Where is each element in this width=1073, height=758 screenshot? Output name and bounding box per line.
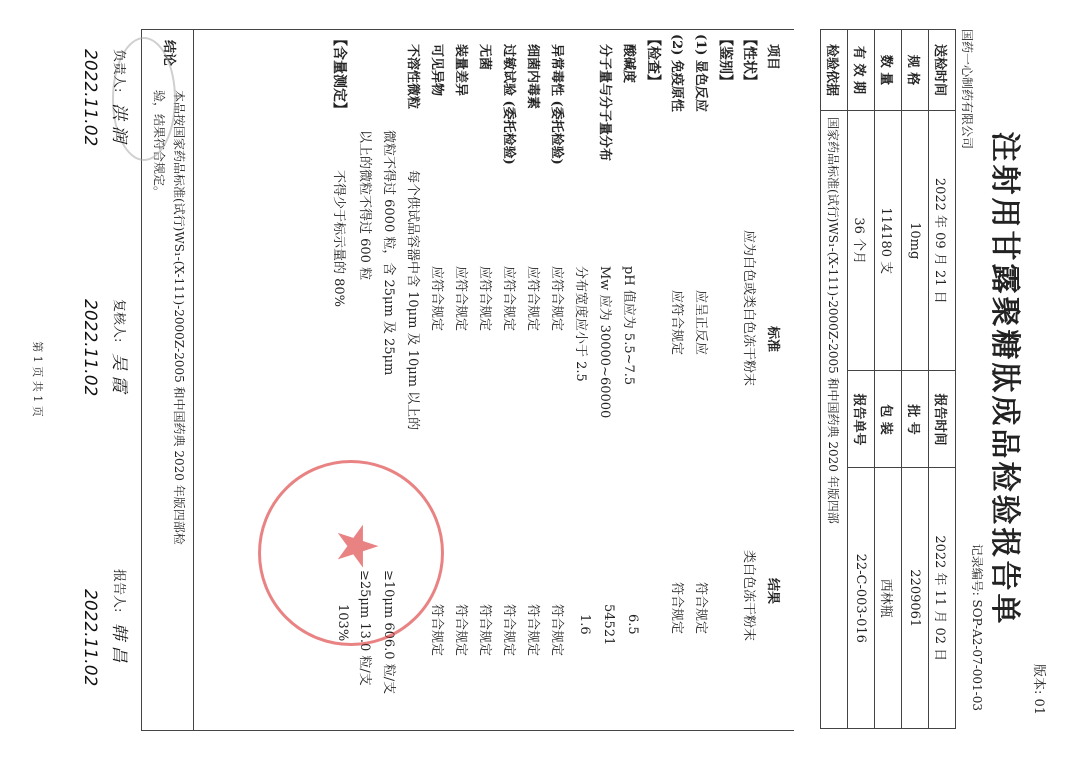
ph-item: 酸碱度 <box>621 44 636 84</box>
content-standard: 不得少于标示量的 80% <box>331 170 346 308</box>
reporter-label: 报告人: <box>111 569 126 613</box>
section-identify: 【鉴别】 <box>717 32 733 88</box>
toxic-item: 异常毒性 (委托检验) <box>549 44 564 165</box>
send-date: 2022 年 09 月 21 日 <box>929 111 956 371</box>
load-standard: 应符合规定 <box>453 266 468 332</box>
mw-item: 分子量与分子量分布 <box>597 44 612 162</box>
info-table <box>820 29 956 729</box>
report-title: 注射用甘露聚糖肽成品检验报告单 <box>987 131 1022 627</box>
version-label: 版本: 01 <box>1031 663 1046 715</box>
ph-result: 6.5 <box>625 614 640 635</box>
endotoxin-item: 细菌内毒素 <box>525 44 540 110</box>
responsible-signature: 洪 润 <box>109 103 129 143</box>
basis-value: 国家药品标准(试行)WS₁-(X-111)-2000Z-2005 和中国药典 2020 年版四部 <box>821 111 848 729</box>
mw-result-2: 1.6 <box>577 614 592 635</box>
section-check: 【检查】 <box>645 32 661 88</box>
report-no-value: 22-C-003-016 <box>848 468 875 729</box>
color-item: (1) 显色反应 <box>693 34 708 112</box>
results-area <box>193 29 794 731</box>
insoluble-result-1: ≥10μm 606.0 粒/支 <box>381 570 396 695</box>
header-standard: 标准 <box>765 326 780 353</box>
header-item: 项目 <box>765 44 780 71</box>
validity-label: 有 效 期 <box>848 30 875 111</box>
reporter-date: 2022.11.02 <box>80 589 100 687</box>
report-no-label: 报告单号 <box>848 371 875 468</box>
seal-star-icon: ★ <box>324 521 389 572</box>
visible-result: 符合规定 <box>429 604 444 657</box>
sterile-standard: 应符合规定 <box>477 266 492 332</box>
mw-standard-2: 分布宽度应小于 2.5 <box>573 266 588 382</box>
package-label: 包 装 <box>875 371 902 468</box>
allergy-result: 符合规定 <box>501 604 516 657</box>
section-content: 【含量测定】 <box>331 32 347 116</box>
conclusion-text-1: 本品按国家药品标准(试行)WS₁-(X-111)-2000Z-2005 和中国药典 2020 年版四部检 <box>172 90 186 545</box>
load-item: 装量差异 <box>453 44 468 97</box>
allergy-standard: 应符合规定 <box>501 266 516 332</box>
section-traits: 【性状】 <box>741 32 757 88</box>
immuno-standard: 应符合规定 <box>669 290 684 356</box>
spec-label: 规 格 <box>902 30 929 111</box>
reporter-signature: 韩 昌 <box>109 623 129 663</box>
company-name: 国药一心制药有限公司 <box>960 29 974 150</box>
insoluble-item: 不溶性微粒 <box>405 44 420 110</box>
conclusion-label: 结论 <box>161 40 176 67</box>
basis-label: 检验依据 <box>821 30 848 111</box>
color-result: 符合规定 <box>693 582 708 635</box>
validity-value: 36 个月 <box>848 111 875 371</box>
load-result: 符合规定 <box>453 604 468 657</box>
page-footer: 第 1 页 共 1 页 <box>31 341 44 417</box>
record-number: 记录编号: SOP-A2-07-001-03 <box>970 543 984 711</box>
appearance-standard: 应为白色或类白色冻干粉末 <box>741 230 756 387</box>
content-result: 103% <box>335 604 350 642</box>
package-value: 西林瓶 <box>875 468 902 729</box>
send-date-label: 送检时间 <box>929 30 956 111</box>
immuno-item: (2) 免疫原性 <box>669 34 684 112</box>
visible-standard: 应符合规定 <box>429 266 444 332</box>
endotoxin-result: 符合规定 <box>525 604 540 657</box>
allergy-item: 过敏试验 (委托检验) <box>501 44 516 165</box>
responsible-label: 负责人: <box>111 49 126 93</box>
insoluble-standard-1: 每个供试品容器中含 10μm 及 10μm 以上的 <box>405 170 420 431</box>
appearance-result: 类白色冻干粉末 <box>741 550 756 642</box>
insoluble-standard-3: 以上的微粒不得过 600 粒 <box>357 130 372 281</box>
official-seal <box>258 460 444 646</box>
insoluble-result-2: ≥25μm 13.0 粒/支 <box>357 570 372 686</box>
sterile-result: 符合规定 <box>477 604 492 657</box>
color-standard: 应呈正反应 <box>693 290 708 356</box>
responsible-date: 2022.11.02 <box>80 49 100 147</box>
header-result: 结果 <box>765 578 780 605</box>
conclusion-text-2: 验，结果符合规定。 <box>152 90 166 199</box>
toxic-standard: 应符合规定 <box>549 266 564 332</box>
ph-standard: pH 值应为 5.5~7.5 <box>621 266 636 386</box>
qty-value: 114180 支 <box>875 111 902 371</box>
toxic-result: 符合规定 <box>549 604 564 657</box>
mw-result-1: 54521 <box>601 604 616 646</box>
report-sheet <box>16 9 1056 749</box>
visible-item: 可见异物 <box>429 44 444 97</box>
spec-value: 10mg <box>902 111 929 371</box>
batch-label: 批 号 <box>902 371 929 468</box>
batch-value: 2209061 <box>902 468 929 729</box>
sterile-item: 无菌 <box>477 44 492 71</box>
report-date-label: 报告时间 <box>929 371 956 468</box>
qty-label: 数 量 <box>875 30 902 111</box>
immuno-result: 符合规定 <box>669 582 684 635</box>
reviewer-label: 复核人: <box>111 299 126 343</box>
mw-standard-1: Mw 应为 30000~60000 <box>597 266 612 419</box>
reviewer-date: 2022.11.02 <box>80 299 100 397</box>
reviewer-signature: 吴 霞 <box>109 353 129 393</box>
insoluble-standard-2: 微粒不得过 6000 粒，含 25μm 及 25μm <box>381 130 396 376</box>
endotoxin-standard: 应符合规定 <box>525 266 540 332</box>
report-date: 2022 年 11 月 02 日 <box>929 468 956 729</box>
